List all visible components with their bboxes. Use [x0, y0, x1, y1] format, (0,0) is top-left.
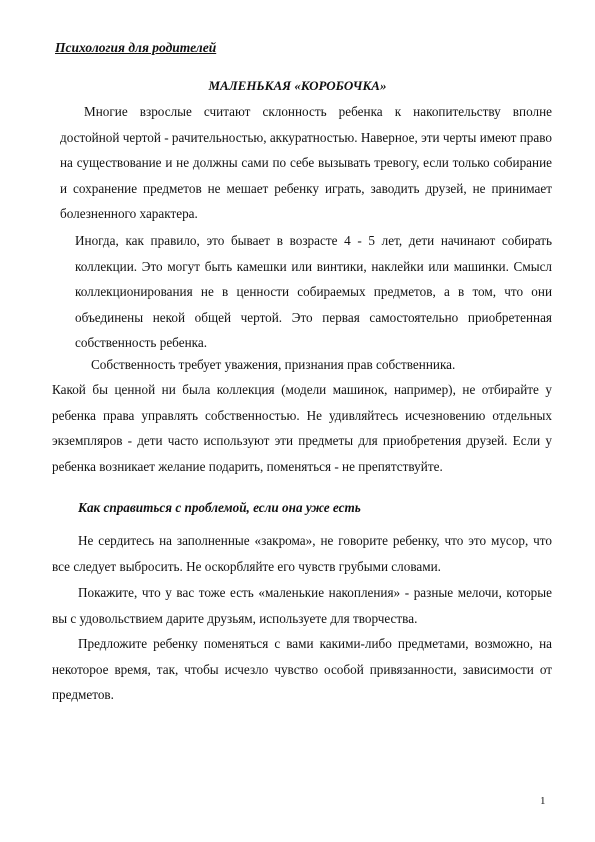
page-number: 1 [540, 795, 546, 807]
paragraph-7: Предложите ребенку поменяться с вами какими-либо предметами, возможно, на некоторое время, так, чтобы исчезло чувство особой привязанности, зависимости от предметов. [52, 636, 552, 703]
paragraph-6: Покажите, что у вас тоже есть «маленькие накопления» - разные мелочи, которые вы с удовольствием дарите друзьям, используете для творчества. [52, 585, 552, 626]
paragraph-2: Иногда, как правило, это бывает в возрасте 4 - 5 лет, дети начинают собирать коллекции. Это могут быть камешки или винтики, наклейки или машинки. Смысл коллекционирования не в ценности собираемых предметов, а в том, что они объединены некой общей чертой. Это первая самостоятельно приобретенная собственность ребенка. [75, 233, 552, 351]
paragraph-3: Собственность требует уважения, признания прав собственника. [91, 357, 456, 372]
paragraph-4: Какой бы ценной ни была коллекция (модели машинок, например), не отбирайте у ребенка права управлять собственностью. Не удивляйтесь исчезновению отдельных экземпляров - дети часто используют эти предметы для приобретения друзей. Если у ребенка возникает желание подарить, поменяться - не препятствуйте. [52, 382, 552, 474]
paragraph-1: Многие взрослые считают склонность ребенка к накопительству вполне достойной чертой - рачительностью, аккуратностью. Наверное, эти черты имеют право на существование и не должны сами по себе вызывать тревогу, если только собирание и сохранение предметов не мешает ребенку играть, заводить друзей, не принимает болезненного характера. [60, 104, 552, 222]
paragraph-5: Не сердитесь на заполненные «закрома», не говорите ребенку, что это мусор, что все следует выбросить. Не оскорбляйте его чувств грубыми словами. [52, 533, 552, 574]
subheading: Как справиться с проблемой, если она уже есть [78, 500, 361, 515]
article-title: МАЛЕНЬКАЯ «КОРОБОЧКА» [208, 78, 387, 93]
section-heading: Психология для родителей [55, 40, 217, 55]
